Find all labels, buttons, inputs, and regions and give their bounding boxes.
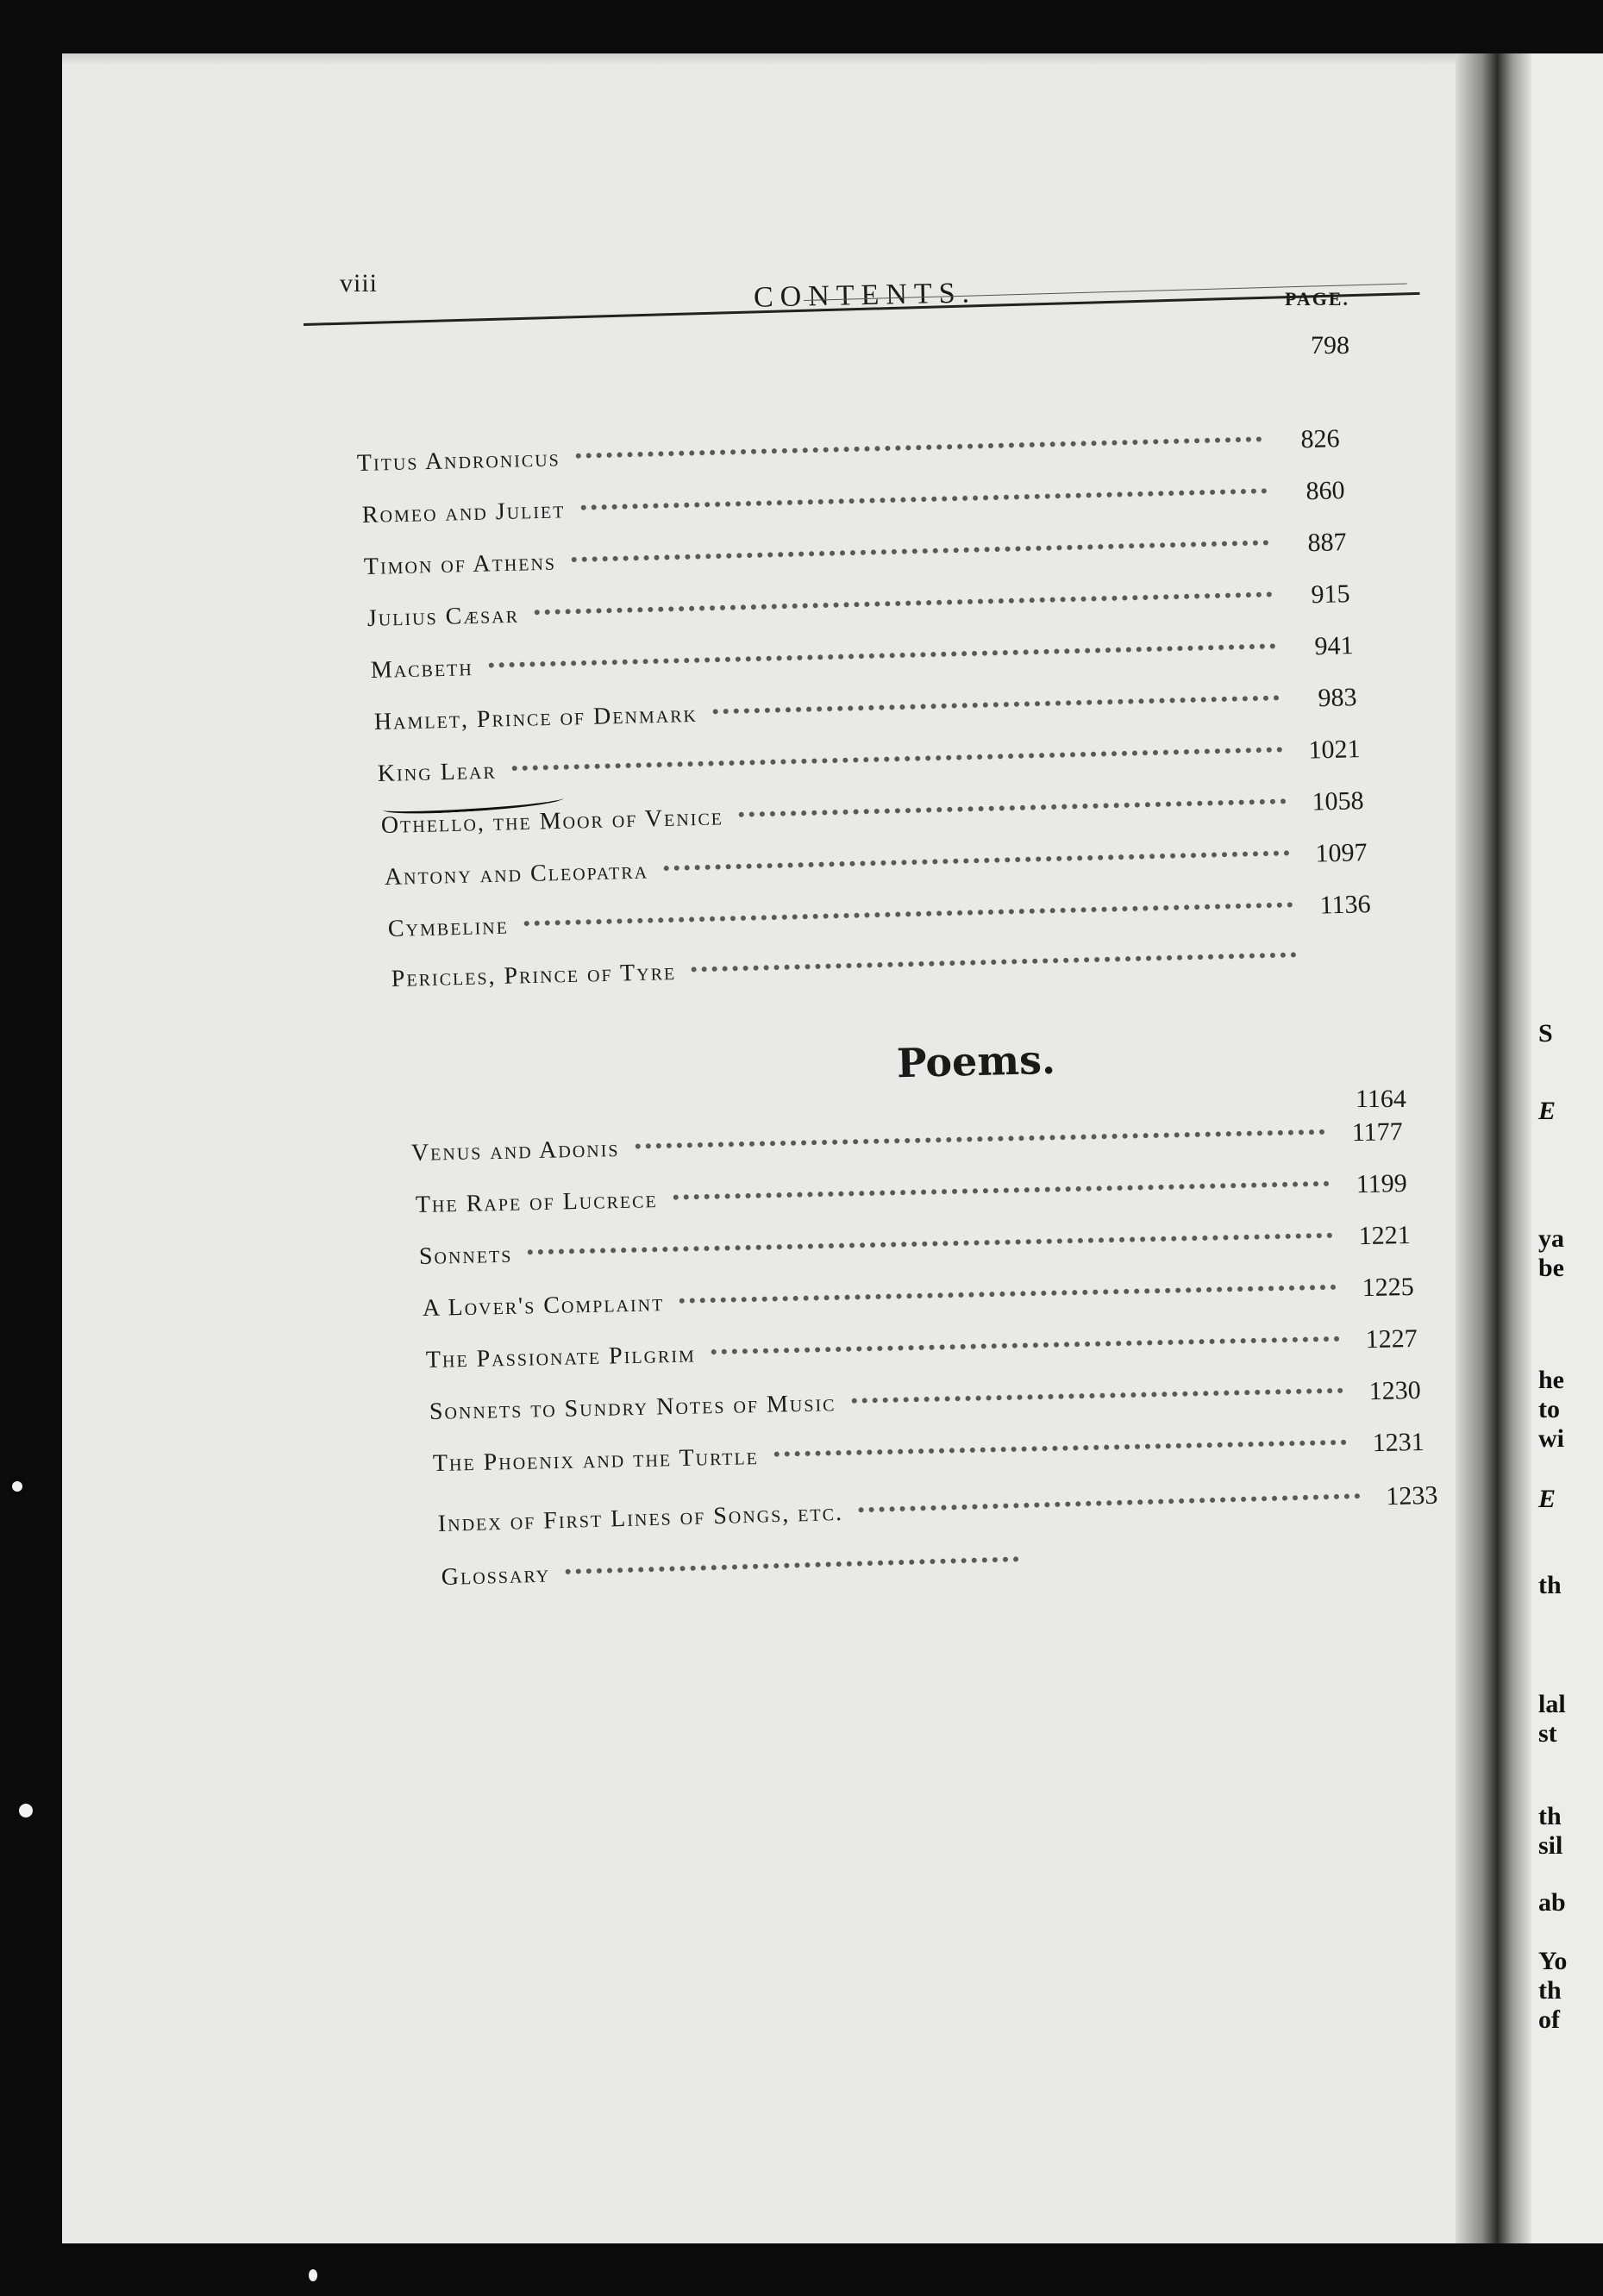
scan-speck (19, 1804, 33, 1817)
facing-text: th (1538, 1976, 1562, 2005)
leader-dots (664, 850, 1290, 871)
facing-text: sil (1538, 1831, 1563, 1860)
page-heading: CONTENTS. (753, 277, 977, 314)
facing-text: ab (1538, 1888, 1566, 1917)
leader-dots (580, 488, 1267, 510)
toc-row[interactable] (361, 476, 1345, 538)
toc-row[interactable] (384, 838, 1368, 900)
toc-page: 983 (1318, 683, 1357, 713)
leader-dots (489, 643, 1276, 667)
facing-text: E (1538, 1485, 1556, 1513)
toc-title: Othello, the Moor of Venice (380, 804, 724, 839)
leader-dots (524, 902, 1293, 926)
toc-title: Venus and Adonis (410, 1135, 620, 1167)
leader-dots (859, 1493, 1361, 1512)
toc-title: Antony and Cleopatra (384, 857, 649, 891)
facing-text: wi (1538, 1424, 1564, 1453)
toc-page (1312, 962, 1374, 964)
toc-title: Pericles, Prince of Tyre (391, 958, 677, 992)
toc-row[interactable] (411, 1117, 1404, 1176)
toc-row[interactable] (387, 890, 1371, 952)
toc-row[interactable] (429, 1376, 1422, 1435)
scan-speck (309, 2269, 317, 2281)
toc-page: 1233 (1385, 1480, 1438, 1511)
toc-row[interactable] (391, 942, 1374, 1004)
toc-row[interactable] (433, 1428, 1425, 1486)
facing-text: th (1538, 1802, 1562, 1830)
leader-dots (711, 1336, 1340, 1354)
toc-title: Cymbeline (387, 912, 510, 942)
facing-text: of (1538, 2005, 1560, 2034)
toc-title: A Lover's Complaint (422, 1290, 665, 1322)
toc-page: 887 (1307, 528, 1347, 558)
toc-title: Index of First Lines of Songs, etc. (437, 1498, 844, 1537)
toc-title: Hamlet, Prince of Denmark (373, 700, 698, 735)
toc-page: 915 (1311, 579, 1350, 610)
toc-page: 1058 (1312, 786, 1364, 816)
toc-title: The Phoenix and the Turtle (432, 1443, 760, 1477)
leader-dots (679, 1285, 1337, 1304)
toc-page: 1136 (1319, 890, 1371, 920)
toc-page: 1097 (1315, 838, 1368, 868)
toc-title: Glossary (441, 1561, 551, 1591)
leader-dots (576, 436, 1262, 458)
toc-page: 1227 (1365, 1323, 1418, 1354)
leader-dots (739, 798, 1287, 817)
leader-dots (673, 1181, 1330, 1200)
leader-dots (512, 747, 1283, 771)
toc-page: 860 (1306, 476, 1345, 506)
facing-text: to (1538, 1395, 1560, 1423)
toc-page: 826 (1300, 424, 1340, 454)
leader-dots (713, 695, 1280, 714)
toc-row[interactable] (419, 1221, 1412, 1279)
toc-row[interactable] (366, 579, 1350, 641)
leader-dots (635, 1129, 1324, 1149)
toc-row[interactable] (441, 1546, 1097, 1602)
toc-row[interactable] (377, 735, 1361, 797)
toc-row[interactable] (426, 1324, 1418, 1383)
toc-page: 1231 (1372, 1427, 1425, 1458)
poems-first-page: 1164 (1356, 1085, 1406, 1113)
toc-page: 1230 (1368, 1375, 1421, 1406)
toc-title: Timon of Athens (363, 548, 557, 580)
toc-page: 1225 (1362, 1272, 1414, 1303)
toc-page: 1177 (1351, 1117, 1403, 1148)
page-number: viii (340, 269, 379, 297)
facing-page (1531, 53, 1603, 2243)
facing-text: S (1538, 1019, 1553, 1048)
leader-dots (566, 1556, 1019, 1574)
left-page (62, 53, 1493, 2243)
toc-row[interactable] (373, 683, 1357, 745)
toc-title: King Lear (377, 757, 498, 787)
toc-page: 1021 (1308, 735, 1361, 765)
toc-page: 1199 (1356, 1168, 1407, 1199)
toc-row[interactable] (416, 1169, 1408, 1228)
top-page-number: 798 (1311, 331, 1349, 360)
leader-dots (692, 952, 1297, 972)
toc-title: The Rape of Lucrece (415, 1186, 658, 1218)
leader-dots (774, 1440, 1347, 1457)
toc-title: Sonnets to Sundry Notes of Music (429, 1390, 836, 1425)
toc-title: Julius Cæsar (366, 601, 520, 632)
toc-row[interactable] (356, 424, 1340, 486)
facing-text: he (1538, 1366, 1564, 1394)
leader-dots (535, 591, 1273, 615)
facing-text: th (1538, 1571, 1562, 1599)
toc-title: Titus Andronicus (356, 445, 561, 477)
facing-text: st (1538, 1719, 1557, 1748)
book-gutter (1456, 53, 1531, 2243)
toc-title: Macbeth (370, 654, 474, 684)
toc-title: The Passionate Pilgrim (425, 1341, 697, 1373)
leader-dots (528, 1233, 1332, 1255)
scan-speck (12, 1481, 22, 1492)
toc-row[interactable] (370, 631, 1354, 693)
toc-row[interactable] (437, 1481, 1438, 1547)
toc-page: 941 (1314, 631, 1354, 661)
toc-page (1035, 1567, 1097, 1568)
toc-title: Sonnets (418, 1241, 513, 1270)
facing-text: be (1538, 1254, 1564, 1282)
toc-title: Romeo and Juliet (361, 497, 566, 529)
leader-dots (572, 540, 1269, 562)
toc-row[interactable] (423, 1273, 1415, 1331)
toc-page: 1221 (1358, 1220, 1411, 1251)
page-column-label: PAGE. (1285, 288, 1349, 310)
facing-text: E (1538, 1097, 1556, 1125)
facing-text: lal (1538, 1690, 1566, 1718)
leader-dots (851, 1388, 1343, 1404)
facing-text: Yo (1538, 1947, 1568, 1975)
facing-text: ya (1538, 1224, 1564, 1253)
poems-heading: Poems. (896, 1035, 1056, 1087)
toc-row[interactable] (363, 528, 1347, 590)
